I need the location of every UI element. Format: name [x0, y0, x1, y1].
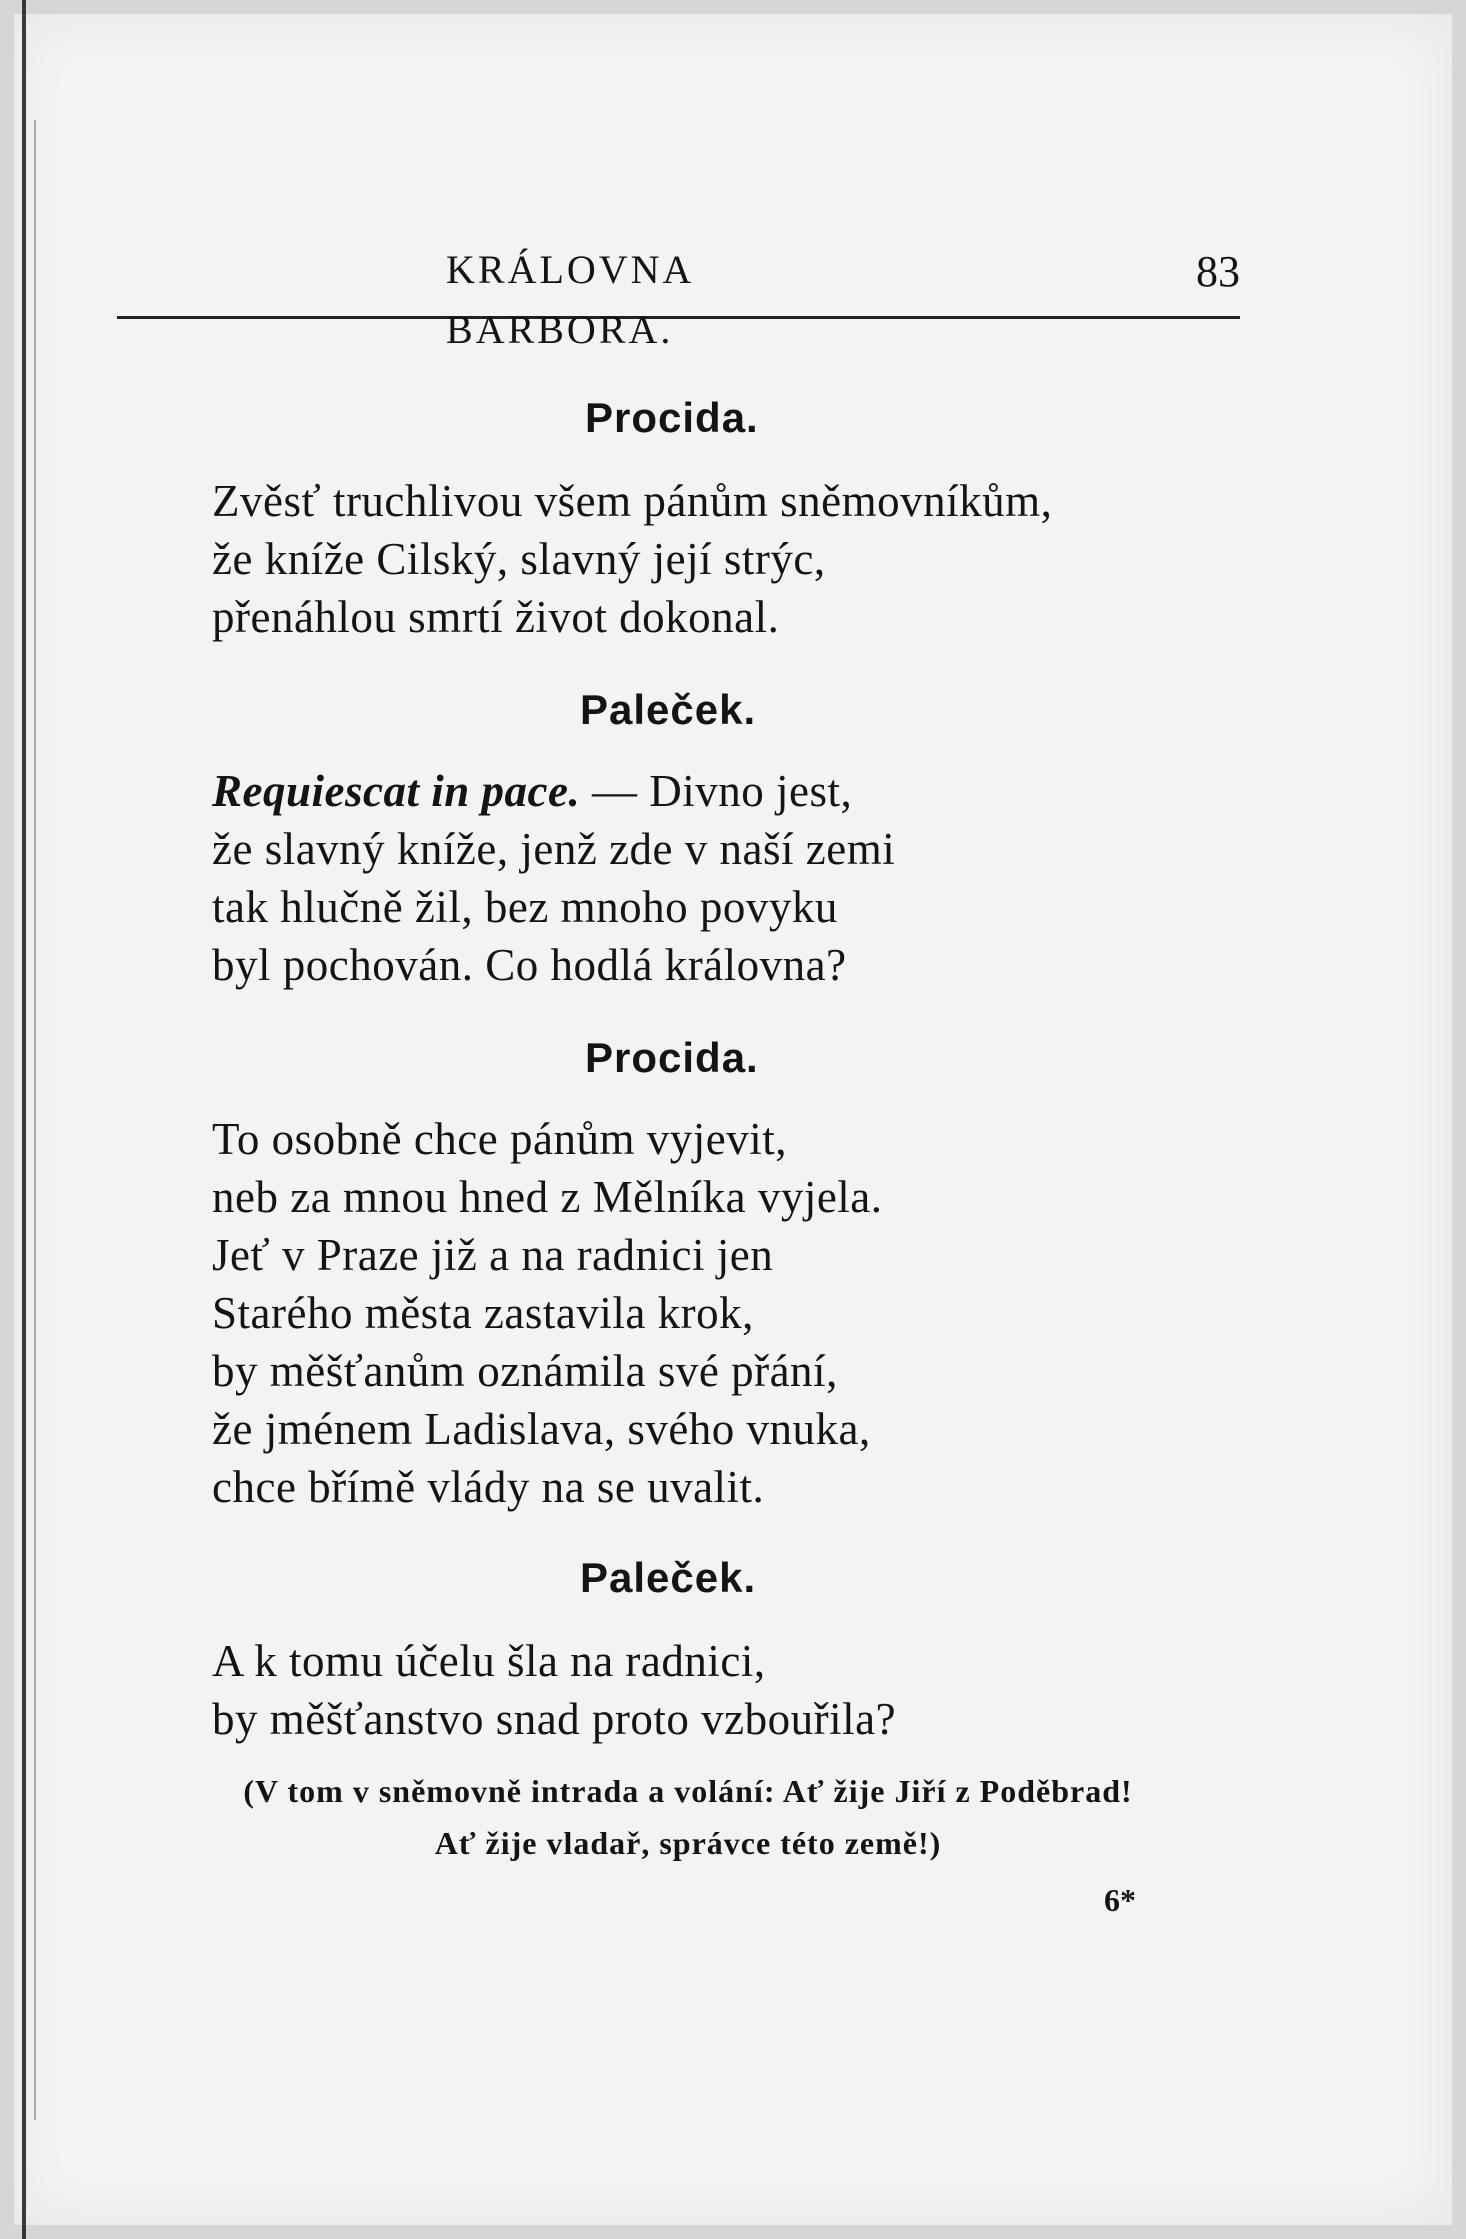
verse-line: by měšťanstvo snad proto vzbouřila? [212, 1694, 897, 1744]
stage-direction-line: Ať žije vladař, správce této země!) [434, 1825, 942, 1861]
verse-line: tak hlučně žil, bez mnoho povyku [212, 882, 838, 932]
verse-line: neb za mnou hned z Mělníka vyjela. [212, 1172, 883, 1222]
signature-mark: 6* [1104, 1882, 1136, 1918]
speaker-name: Procida. [585, 394, 759, 441]
verse-line: že jménem Ladislava, svého vnuka, [212, 1404, 871, 1454]
speaker-name: Procida. [585, 1034, 759, 1081]
verse-line: byl pochován. Co hodlá královna? [212, 940, 847, 990]
running-header [117, 240, 1240, 352]
verse-block [212, 1110, 1272, 1516]
verse-line: přenáhlou smrtí život dokonal. [212, 592, 780, 642]
speaker-name: Paleček. [580, 686, 757, 733]
stage-direction-line: (V tom v sněmovně intrada a volání: Ať žije Jiří z Poděbrad! [243, 1773, 1133, 1809]
binding-shadow [34, 120, 36, 2120]
speaker-name: Paleček. [580, 1554, 757, 1601]
verse-line: že kníže Cilský, slavný její strýc, [212, 534, 826, 584]
verse-line: Zvěsť truchlivou všem pánům sněmovníkům, [212, 476, 1053, 526]
verse-line: Starého města zastavila krok, [212, 1288, 754, 1338]
verse-line-rest: — Divno jest, [580, 766, 853, 816]
verse-line: chce břímě vlády na se uvalit. [212, 1462, 765, 1512]
verse-block [212, 762, 1272, 994]
page-number: 83 [1196, 247, 1240, 296]
verse-block [212, 1632, 1272, 1748]
running-title: KRÁLOVNA BARBORA. [446, 247, 693, 352]
verse-line: Jeť v Praze již a na radnici jen [212, 1230, 774, 1280]
verse-line: že slavný kníže, jenž zde v naší zemi [212, 824, 896, 874]
verse-block [212, 472, 1272, 646]
verse-line [212, 762, 1272, 820]
binding-edge [22, 0, 26, 2239]
latin-phrase: Requiescat in pace. [212, 766, 581, 816]
verse-line: To osobně chce pánům vyjevit, [212, 1114, 787, 1164]
verse-line: A k tomu účelu šla na radnici, [212, 1636, 766, 1686]
stage-direction [118, 1765, 1258, 1869]
verse-line: by měšťanům oznámila své přání, [212, 1346, 838, 1396]
